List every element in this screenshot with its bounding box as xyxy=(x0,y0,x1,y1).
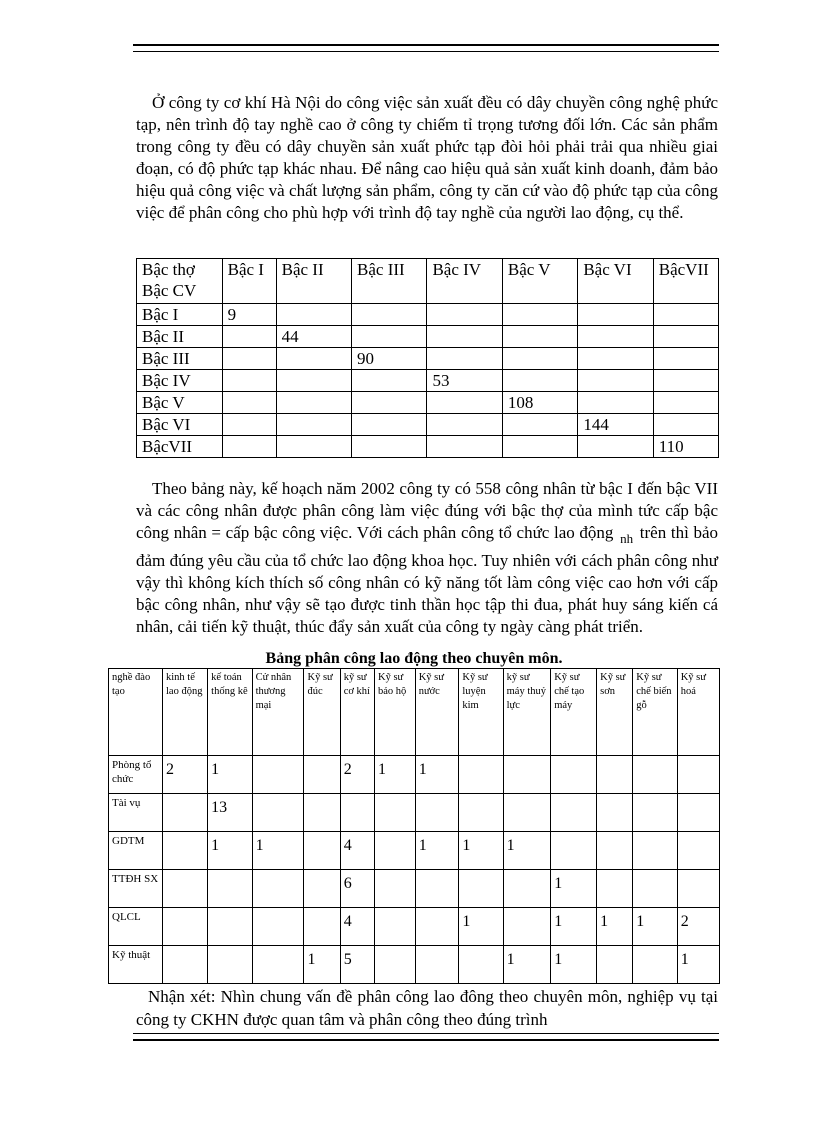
grade-cell: 90 xyxy=(352,348,427,370)
department-label: Phòng tổ chức xyxy=(109,756,163,794)
specialty-table-row xyxy=(109,946,720,984)
specialty-cell xyxy=(163,946,208,984)
table-caption: Bảng phân công lao động theo chuyên môn. xyxy=(265,650,563,667)
grade-cell xyxy=(352,370,427,392)
grade-table-row xyxy=(137,370,719,392)
grade-row-label: Bậc VI xyxy=(137,414,223,436)
specialty-cell xyxy=(597,870,633,908)
grade-cell xyxy=(653,326,718,348)
grade-cell xyxy=(352,414,427,436)
specialty-cell xyxy=(503,794,551,832)
specialty-cell xyxy=(304,794,340,832)
grade-cell xyxy=(653,348,718,370)
specialty-cell xyxy=(633,946,677,984)
grade-cell xyxy=(653,392,718,414)
specialty-cell xyxy=(415,794,459,832)
specialty-cell: 1 xyxy=(551,946,597,984)
grade-cell xyxy=(276,348,351,370)
specialty-header-cell: Kỹ sư sơn xyxy=(597,669,633,756)
specialty-cell: 1 xyxy=(503,946,551,984)
grade-header-cell: Bậc I xyxy=(222,259,276,304)
specialty-cell: 4 xyxy=(340,832,374,870)
specialty-cell: 1 xyxy=(459,908,503,946)
grade-cell: 108 xyxy=(502,392,577,414)
specialty-cell xyxy=(208,908,252,946)
specialty-header-cell: Kỹ sư hoá xyxy=(677,669,719,756)
specialty-cell: 1 xyxy=(597,908,633,946)
grade-cell xyxy=(653,370,718,392)
grade-cell: 144 xyxy=(578,414,653,436)
grade-cell xyxy=(222,326,276,348)
grade-header-cell: Bậc III xyxy=(352,259,427,304)
grade-cell xyxy=(502,348,577,370)
grade-cell xyxy=(427,326,502,348)
specialty-header-cell: Kỹ sư đúc xyxy=(304,669,340,756)
grade-table-row xyxy=(137,414,719,436)
specialty-table xyxy=(108,668,720,984)
grade-cell xyxy=(222,370,276,392)
specialty-cell xyxy=(252,870,304,908)
specialty-header-cell: Kỹ sư nước xyxy=(415,669,459,756)
specialty-cell xyxy=(597,946,633,984)
specialty-table-header xyxy=(109,669,720,756)
specialty-cell xyxy=(633,794,677,832)
department-label: QLCL xyxy=(109,908,163,946)
specialty-cell xyxy=(415,870,459,908)
grade-cell: 53 xyxy=(427,370,502,392)
specialty-cell xyxy=(503,756,551,794)
grade-header-cell: Bậc VI xyxy=(578,259,653,304)
grade-table xyxy=(136,258,719,458)
specialty-header-cell: Kỹ sư bảo hộ xyxy=(374,669,415,756)
specialty-table-row xyxy=(109,870,720,908)
specialty-table-row xyxy=(109,832,720,870)
specialty-header-cell: kỹ sư máy thuỷ lực xyxy=(503,669,551,756)
specialty-cell xyxy=(374,908,415,946)
specialty-cell: 1 xyxy=(304,946,340,984)
department-label: GDTM xyxy=(109,832,163,870)
specialty-cell xyxy=(503,908,551,946)
grade-cell xyxy=(653,414,718,436)
specialty-cell: 5 xyxy=(340,946,374,984)
grade-cell xyxy=(653,304,718,326)
specialty-cell xyxy=(163,870,208,908)
grade-table-row xyxy=(137,436,719,458)
specialty-cell: 1 xyxy=(459,832,503,870)
specialty-cell xyxy=(459,756,503,794)
grade-table-row xyxy=(137,326,719,348)
grade-cell xyxy=(578,348,653,370)
specialty-cell xyxy=(208,946,252,984)
intro-paragraph: Ở công ty cơ khí Hà Nội do công việc sản xuất đều có dây chuyền công nghệ phức tạp, nên trình độ tay nghề cao ở công ty chiếm tỉ trọng tương đối lớn. Các sản phẩm trong công ty đều có dây chuyền sản xuất phức tạp đòi hỏi phải trải qua nhiều giai đoạn, có độ phức tạp khác nhau. Để nâng cao hiệu quả sản xuất kinh doanh, đảm bảo hiệu quả công việc và chất lượng sản phẩm, công ty căn cứ vào độ phức tạp của công việc để phân công cho phù hợp với trình độ tay nghề của người lao động, cụ thể. xyxy=(136,93,718,222)
specialty-cell xyxy=(597,832,633,870)
specialty-header-cell: Kỹ sư luyện kim xyxy=(459,669,503,756)
specialty-header-cell: Cử nhân thương mại xyxy=(252,669,304,756)
specialty-cell xyxy=(677,870,719,908)
grade-cell xyxy=(222,392,276,414)
department-label: TTĐH SX xyxy=(109,870,163,908)
specialty-table-row xyxy=(109,756,720,794)
grade-cell xyxy=(578,392,653,414)
grade-cell xyxy=(427,414,502,436)
specialty-cell xyxy=(459,794,503,832)
grade-row-label: Bậc II xyxy=(137,326,223,348)
specialty-cell: 1 xyxy=(551,908,597,946)
specialty-cell xyxy=(415,908,459,946)
specialty-cell: 2 xyxy=(340,756,374,794)
grade-header-cell: BậcVII xyxy=(653,259,718,304)
department-label: Tài vụ xyxy=(109,794,163,832)
specialty-cell xyxy=(304,756,340,794)
grade-cell xyxy=(502,414,577,436)
specialty-cell xyxy=(340,794,374,832)
remark-paragraph: Nhận xét: Nhìn chung vấn đề phân công lao đông theo chuyên môn, nghiệp vụ tại công ty CKHN được quan tâm và phân công theo đúng trình xyxy=(136,987,718,1029)
specialty-cell xyxy=(252,756,304,794)
grade-cell xyxy=(502,326,577,348)
specialty-cell xyxy=(252,794,304,832)
grade-cell xyxy=(427,348,502,370)
grade-table-row xyxy=(137,392,719,414)
grade-cell xyxy=(427,304,502,326)
specialty-cell xyxy=(304,832,340,870)
specialty-cell xyxy=(415,946,459,984)
specialty-table-row xyxy=(109,794,720,832)
grade-cell xyxy=(222,436,276,458)
grade-table-row xyxy=(137,348,719,370)
grade-cell xyxy=(276,392,351,414)
specialty-cell: 1 xyxy=(551,870,597,908)
grade-cell xyxy=(427,436,502,458)
grade-cell xyxy=(578,370,653,392)
grade-table-row xyxy=(137,304,719,326)
specialty-cell xyxy=(374,794,415,832)
specialty-cell: 13 xyxy=(208,794,252,832)
specialty-cell: 1 xyxy=(208,832,252,870)
grade-cell xyxy=(276,436,351,458)
specialty-cell: 4 xyxy=(340,908,374,946)
analysis-paragraph: Theo bảng này, kế hoạch năm 2002 công ty có 558 công nhân từ bậc I đến bậc VII và các công nhân được phân công làm việc đúng với bậc thợ của mình tức cấp bậc công nhân = cấp bậc công việc. Với cách phân công tổ chức lao động $_{nh}$ trên thì bảo đảm đúng yêu cầu của tổ chức lao động khoa học. Tuy nhiên với cách phân công như vậy thì không kích thích số công nhân có kỹ năng tốt làm công việc cao hơn với cấp bậc công nhân, như vậy sẽ tạo được tinh thần học tập thi đua, phát huy sáng kiến cá nhân, cải tiến kỹ thuật, thúc đẩy sản xuất của công ty ngày càng phát triển. xyxy=(136,479,719,636)
specialty-cell xyxy=(633,832,677,870)
grade-table-corner: Bậc thợ Bậc CV xyxy=(137,259,223,304)
grade-row-label: BậcVII xyxy=(137,436,223,458)
specialty-cell xyxy=(374,870,415,908)
grade-cell xyxy=(578,304,653,326)
grade-cell xyxy=(276,370,351,392)
grade-cell xyxy=(276,304,351,326)
grade-row-label: Bậc III xyxy=(137,348,223,370)
grade-header-cell: Bậc V xyxy=(502,259,577,304)
specialty-cell: 6 xyxy=(340,870,374,908)
specialty-cell xyxy=(208,870,252,908)
grade-cell xyxy=(222,348,276,370)
grade-cell: 110 xyxy=(653,436,718,458)
specialty-cell: 1 xyxy=(252,832,304,870)
specialty-cell: 2 xyxy=(677,908,719,946)
grade-cell xyxy=(502,436,577,458)
specialty-cell xyxy=(677,832,719,870)
grade-row-label: Bậc IV xyxy=(137,370,223,392)
grade-cell xyxy=(276,414,351,436)
specialty-cell: 2 xyxy=(163,756,208,794)
grade-cell xyxy=(427,392,502,414)
specialty-cell: 1 xyxy=(374,756,415,794)
specialty-cell: 1 xyxy=(415,832,459,870)
specialty-cell: 1 xyxy=(633,908,677,946)
specialty-cell xyxy=(252,946,304,984)
specialty-cell xyxy=(551,794,597,832)
specialty-cell xyxy=(252,908,304,946)
specialty-cell xyxy=(503,870,551,908)
specialty-cell xyxy=(633,756,677,794)
specialty-cell xyxy=(597,756,633,794)
specialty-cell xyxy=(677,756,719,794)
specialty-header-cell: nghề đào tạo xyxy=(109,669,163,756)
grade-cell xyxy=(352,304,427,326)
grade-row-label: Bậc I xyxy=(137,304,223,326)
specialty-cell xyxy=(597,794,633,832)
specialty-header-cell: kỹ sư cơ khí xyxy=(340,669,374,756)
specialty-table-row xyxy=(109,908,720,946)
specialty-cell xyxy=(551,756,597,794)
department-label: Kỹ thuật xyxy=(109,946,163,984)
specialty-header-cell: kế toán thống kê xyxy=(208,669,252,756)
grade-cell xyxy=(352,392,427,414)
specialty-cell xyxy=(459,946,503,984)
specialty-cell xyxy=(551,832,597,870)
footer-rule xyxy=(133,1033,719,1041)
specialty-cell xyxy=(633,870,677,908)
specialty-cell xyxy=(163,794,208,832)
specialty-cell: 1 xyxy=(503,832,551,870)
specialty-header-cell: kinh tế lao động xyxy=(163,669,208,756)
grade-cell xyxy=(502,370,577,392)
header-rule xyxy=(133,44,719,52)
grade-table-header xyxy=(137,259,719,304)
grade-cell xyxy=(578,326,653,348)
grade-header-cell: Bậc II xyxy=(276,259,351,304)
specialty-cell xyxy=(163,908,208,946)
specialty-header-cell: Kỹ sư chế tạo máy xyxy=(551,669,597,756)
grade-row-label: Bậc V xyxy=(137,392,223,414)
grade-cell: 9 xyxy=(222,304,276,326)
grade-cell xyxy=(352,326,427,348)
specialty-cell xyxy=(374,832,415,870)
grade-cell xyxy=(578,436,653,458)
grade-cell xyxy=(502,304,577,326)
specialty-cell: 1 xyxy=(208,756,252,794)
specialty-cell xyxy=(677,794,719,832)
grade-cell: 44 xyxy=(276,326,351,348)
specialty-cell xyxy=(459,870,503,908)
specialty-cell: 1 xyxy=(677,946,719,984)
specialty-cell xyxy=(163,832,208,870)
specialty-cell xyxy=(304,870,340,908)
specialty-cell xyxy=(374,946,415,984)
grade-header-cell: Bậc IV xyxy=(427,259,502,304)
specialty-header-cell: Kỹ sư chế biến gỗ xyxy=(633,669,677,756)
specialty-cell: 1 xyxy=(415,756,459,794)
grade-cell xyxy=(222,414,276,436)
specialty-cell xyxy=(304,908,340,946)
grade-cell xyxy=(352,436,427,458)
